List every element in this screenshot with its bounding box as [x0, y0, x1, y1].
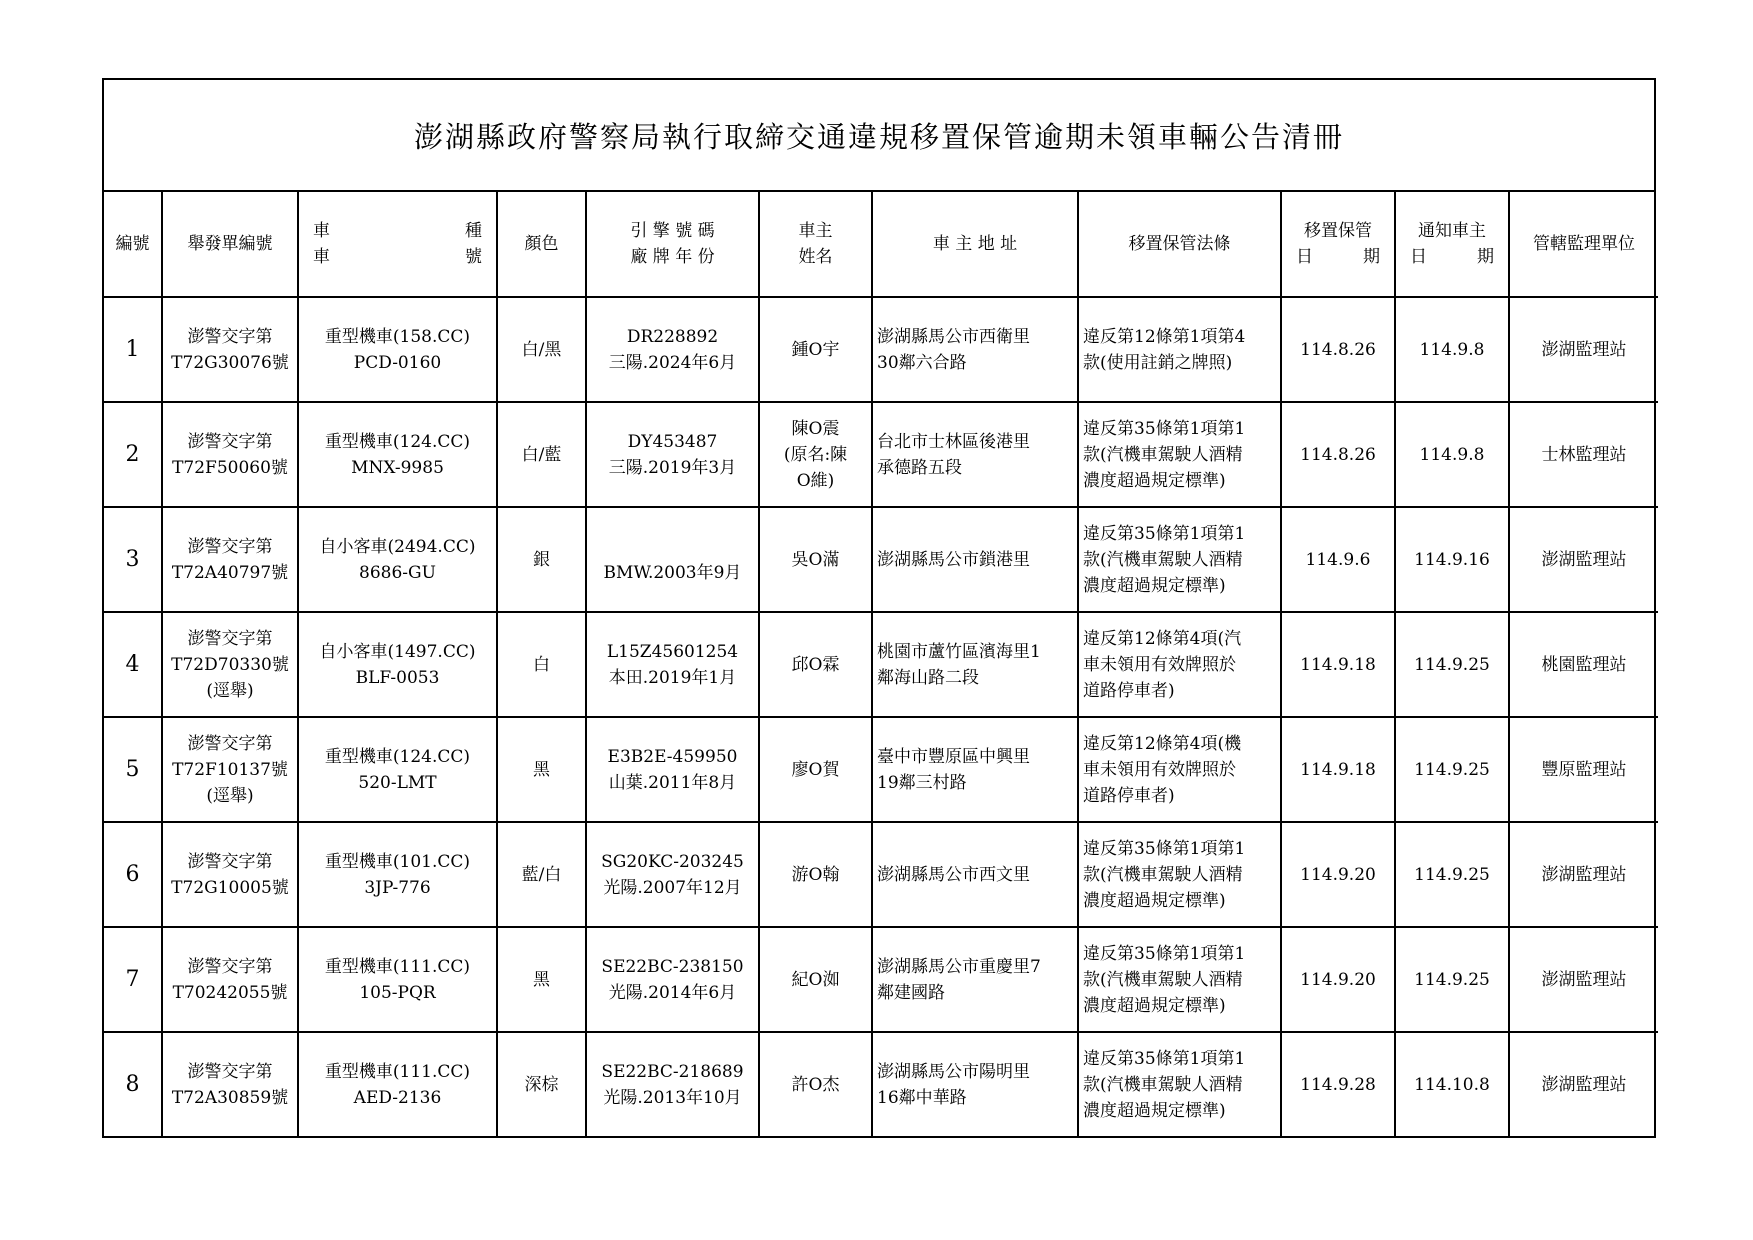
cell-address-line: 承德路五段 — [877, 457, 962, 478]
cell-vehicle-line: 自小客車(1497.CC) — [319, 641, 476, 662]
cell-vehicle — [298, 927, 497, 1032]
cell-owner-line: 廖O賀 — [791, 759, 840, 780]
cell-vehicle — [298, 1032, 497, 1137]
cell-owner-line: 紀O洳 — [791, 969, 840, 990]
cell-color: 白/黑 — [497, 297, 586, 402]
cell-law-line: 款(汽機車駕駛人酒精 — [1083, 864, 1243, 885]
header-plate-a: 車 — [313, 247, 330, 267]
cell-no: 8 — [104, 1032, 162, 1137]
table-row — [104, 612, 1658, 717]
header-brand: 廠 牌 年 份 — [630, 247, 715, 267]
header-vehicle — [298, 192, 497, 297]
cell-office: 澎湖監理站 — [1509, 927, 1658, 1032]
cell-engine-brand-line: L15Z45601254 — [606, 641, 739, 662]
header-notify-a: 日 — [1410, 247, 1427, 267]
cell-vehicle-line: 重型機車(124.CC) — [324, 746, 471, 767]
table-row — [104, 927, 1658, 1032]
cell-law-line: 濃度超過規定標準) — [1083, 1101, 1226, 1121]
cell-office: 澎湖監理站 — [1509, 1032, 1658, 1137]
cell-engine-brand-line: SG20KC-203245 — [601, 851, 744, 872]
cell-ticket-line: (逕舉) — [206, 785, 254, 806]
cell-law-line: 款(汽機車駕駛人酒精 — [1083, 969, 1243, 990]
cell-vehicle-line: 3JP-776 — [364, 877, 431, 898]
cell-tow-date: 114.8.26 — [1281, 402, 1395, 507]
cell-vehicle-line: PCD-0160 — [353, 352, 442, 373]
table-body — [104, 297, 1658, 1137]
cell-owner — [759, 927, 872, 1032]
cell-tow-date: 114.9.20 — [1281, 927, 1395, 1032]
cell-owner-line: (原名:陳 — [783, 444, 848, 465]
cell-vehicle — [298, 822, 497, 927]
header-law: 移置保管法條 — [1078, 192, 1281, 297]
cell-color: 藍/白 — [497, 822, 586, 927]
header-plate-b: 號 — [465, 247, 482, 267]
table-row — [104, 1032, 1658, 1137]
cell-law — [1078, 717, 1281, 822]
cell-vehicle-line: 重型機車(111.CC) — [324, 956, 471, 977]
cell-engine-brand-line: E3B2E-459950 — [607, 746, 738, 767]
cell-no: 1 — [104, 297, 162, 402]
cell-law-line: 道路停車者) — [1083, 680, 1175, 701]
cell-ticket — [162, 612, 298, 717]
cell-color: 白 — [497, 612, 586, 717]
cell-vehicle-line: 自小客車(2494.CC) — [319, 536, 476, 557]
cell-engine-brand-line: SE22BC-218689 — [601, 1062, 744, 1082]
cell-law-line: 違反第12條第4項(汽 — [1083, 628, 1242, 649]
cell-engine-brand-line: DY453487 — [627, 431, 718, 452]
table-row — [104, 507, 1658, 612]
cell-color: 黑 — [497, 927, 586, 1032]
cell-ticket — [162, 717, 298, 822]
cell-address-line: 澎湖縣馬公市西文里 — [877, 864, 1030, 885]
cell-ticket — [162, 507, 298, 612]
cell-office: 澎湖監理站 — [1509, 297, 1658, 402]
cell-engine-brand-line: 光陽.2007年12月 — [603, 877, 742, 898]
cell-ticket-line: T72A30859號 — [171, 1088, 289, 1108]
cell-engine-brand — [586, 402, 759, 507]
document-title: 澎湖縣政府警察局執行取締交通違規移置保管逾期未領車輛公告清冊 — [104, 80, 1654, 192]
cell-ticket-line: T72F10137號 — [172, 759, 288, 780]
cell-ticket-line: T72G30076號 — [171, 352, 289, 373]
cell-law — [1078, 402, 1281, 507]
cell-notify-date: 114.9.25 — [1395, 717, 1509, 822]
cell-owner — [759, 1032, 872, 1137]
cell-ticket-line: 澎警交字第 — [187, 851, 273, 872]
cell-address-line: 澎湖縣馬公市重慶里7 — [877, 956, 1041, 977]
cell-engine-brand-line: BMW.2003年9月 — [603, 562, 742, 583]
cell-engine-brand — [586, 612, 759, 717]
cell-vehicle-line: 8686-GU — [359, 562, 436, 583]
cell-law-line: 違反第35條第1項第1 — [1083, 838, 1246, 859]
announcement-sheet — [102, 78, 1656, 1138]
cell-engine-brand-line: 山葉.2011年8月 — [608, 772, 737, 793]
cell-notify-date: 114.9.25 — [1395, 927, 1509, 1032]
cell-vehicle-line: 重型機車(101.CC) — [324, 851, 471, 872]
cell-vehicle-line: BLF-0053 — [355, 667, 440, 688]
cell-address — [872, 402, 1078, 507]
cell-ticket-line: T72D70330號 — [171, 654, 289, 675]
cell-owner-line: O維) — [796, 470, 835, 491]
cell-no: 7 — [104, 927, 162, 1032]
cell-tow-date: 114.9.6 — [1281, 507, 1395, 612]
cell-owner — [759, 507, 872, 612]
cell-engine-brand — [586, 822, 759, 927]
cell-law-line: 濃度超過規定標準) — [1083, 890, 1226, 911]
cell-law-line: 道路停車者) — [1083, 785, 1175, 806]
cell-ticket — [162, 297, 298, 402]
cell-engine-brand — [586, 927, 759, 1032]
header-address: 車 主 地 址 — [872, 192, 1078, 297]
cell-ticket-line: 澎警交字第 — [187, 536, 273, 557]
cell-color: 白/藍 — [497, 402, 586, 507]
cell-engine-brand-line: 光陽.2013年10月 — [603, 1088, 742, 1108]
header-owner-line1: 車主 — [798, 221, 833, 241]
header-type-b: 種 — [465, 221, 482, 241]
header-color: 顏色 — [497, 192, 586, 297]
cell-address-line: 16鄰中華路 — [877, 1088, 967, 1108]
cell-tow-date: 114.9.20 — [1281, 822, 1395, 927]
cell-ticket-line: T72G10005號 — [171, 877, 289, 898]
table-row — [104, 297, 1658, 402]
cell-law-line: 款(汽機車駕駛人酒精 — [1083, 549, 1243, 570]
header-ticket: 舉發單編號 — [162, 192, 298, 297]
cell-address-line: 澎湖縣馬公市陽明里 — [877, 1062, 1030, 1082]
cell-address-line: 澎湖縣馬公市西衛里 — [877, 326, 1030, 347]
cell-ticket-line: 澎警交字第 — [187, 1062, 273, 1082]
cell-law-line: 車未領用有效牌照於 — [1083, 759, 1236, 780]
cell-law — [1078, 612, 1281, 717]
cell-law — [1078, 927, 1281, 1032]
cell-owner — [759, 717, 872, 822]
cell-notify-date: 114.9.25 — [1395, 612, 1509, 717]
cell-law-line: 違反第35條第1項第1 — [1083, 418, 1246, 439]
header-tow-date — [1281, 192, 1395, 297]
cell-engine-brand-line: 三陽.2019年3月 — [608, 457, 737, 478]
cell-vehicle-line: AED-2136 — [353, 1088, 442, 1108]
header-notify-line1: 通知車主 — [1418, 221, 1486, 241]
cell-office: 士林監理站 — [1509, 402, 1658, 507]
cell-vehicle — [298, 507, 497, 612]
cell-ticket-line: 澎警交字第 — [187, 326, 273, 347]
header-tow-line1: 移置保管 — [1304, 221, 1372, 241]
cell-law-line: 違反第35條第1項第1 — [1083, 523, 1246, 544]
cell-law — [1078, 297, 1281, 402]
cell-engine-brand-line: SE22BC-238150 — [601, 956, 744, 977]
cell-no: 3 — [104, 507, 162, 612]
cell-tow-date: 114.9.28 — [1281, 1032, 1395, 1137]
cell-no: 5 — [104, 717, 162, 822]
cell-law-line: 濃度超過規定標準) — [1083, 995, 1226, 1016]
cell-address-line: 臺中市豐原區中興里 — [877, 746, 1030, 767]
cell-ticket — [162, 927, 298, 1032]
cell-address-line: 鄰海山路二段 — [877, 667, 979, 688]
cell-notify-date: 114.10.8 — [1395, 1032, 1509, 1137]
cell-tow-date: 114.8.26 — [1281, 297, 1395, 402]
cell-address — [872, 822, 1078, 927]
cell-law-line: 濃度超過規定標準) — [1083, 470, 1226, 491]
cell-address — [872, 1032, 1078, 1137]
header-owner-line2: 姓名 — [798, 247, 833, 267]
cell-law-line: 款(汽機車駕駛人酒精 — [1083, 444, 1243, 465]
cell-ticket — [162, 1032, 298, 1137]
cell-no: 4 — [104, 612, 162, 717]
cell-engine-brand — [586, 717, 759, 822]
cell-law-line: 車未領用有效牌照於 — [1083, 654, 1236, 675]
cell-ticket-line: 澎警交字第 — [187, 431, 273, 452]
cell-law-line: 違反第12條第1項第4 — [1083, 326, 1246, 347]
cell-address-line: 30鄰六合路 — [877, 352, 967, 373]
cell-law-line: 款(使用註銷之牌照) — [1083, 352, 1233, 373]
cell-address-line: 台北市士林區後港里 — [877, 431, 1030, 452]
cell-engine-brand — [586, 507, 759, 612]
cell-engine-brand — [586, 1032, 759, 1137]
cell-vehicle-line: 520-LMT — [358, 772, 437, 793]
header-notify-date — [1395, 192, 1509, 297]
cell-office: 澎湖監理站 — [1509, 822, 1658, 927]
cell-law — [1078, 1032, 1281, 1137]
cell-address — [872, 507, 1078, 612]
cell-law-line: 濃度超過規定標準) — [1083, 575, 1226, 596]
cell-notify-date: 114.9.8 — [1395, 402, 1509, 507]
cell-engine-brand — [586, 297, 759, 402]
cell-address-line: 19鄰三村路 — [877, 772, 967, 793]
cell-engine-brand-line: 三陽.2024年6月 — [608, 352, 737, 373]
header-tow-a: 日 — [1296, 247, 1313, 267]
cell-vehicle-line: MNX-9985 — [351, 457, 444, 478]
cell-owner-line: 邱O霖 — [791, 654, 840, 675]
cell-office: 澎湖監理站 — [1509, 507, 1658, 612]
header-tow-b: 期 — [1363, 247, 1380, 267]
cell-no: 6 — [104, 822, 162, 927]
table-row — [104, 822, 1658, 927]
header-no: 編號 — [104, 192, 162, 297]
table-row — [104, 402, 1658, 507]
cell-address — [872, 927, 1078, 1032]
cell-address-line: 澎湖縣馬公市鎖港里 — [877, 549, 1030, 570]
cell-address — [872, 297, 1078, 402]
cell-color: 銀 — [497, 507, 586, 612]
cell-owner — [759, 822, 872, 927]
cell-owner — [759, 297, 872, 402]
cell-vehicle-line: 重型機車(158.CC) — [324, 326, 471, 347]
header-notify-b: 期 — [1477, 247, 1494, 267]
cell-ticket — [162, 402, 298, 507]
cell-ticket-line: T72F50060號 — [172, 457, 288, 478]
table-row — [104, 717, 1658, 822]
header-engine: 引 擎 號 碼 — [630, 221, 715, 241]
cell-owner-line: 陳O震 — [791, 418, 840, 439]
vehicle-table — [104, 192, 1658, 1137]
cell-office: 桃園監理站 — [1509, 612, 1658, 717]
cell-law-line: 違反第35條第1項第1 — [1083, 943, 1246, 964]
cell-color: 深棕 — [497, 1032, 586, 1137]
cell-notify-date: 114.9.16 — [1395, 507, 1509, 612]
cell-ticket-line: (逕舉) — [206, 680, 254, 701]
cell-engine-brand-line: 本田.2019年1月 — [608, 667, 737, 688]
cell-owner-line: 鍾O宇 — [791, 339, 840, 360]
cell-owner-line: 許O杰 — [791, 1075, 840, 1095]
cell-vehicle — [298, 717, 497, 822]
cell-ticket-line: 澎警交字第 — [187, 956, 273, 977]
cell-ticket-line: 澎警交字第 — [187, 628, 273, 649]
cell-address — [872, 612, 1078, 717]
cell-ticket-line: T70242055號 — [172, 982, 288, 1003]
cell-vehicle — [298, 612, 497, 717]
cell-law-line: 款(汽機車駕駛人酒精 — [1083, 1075, 1243, 1095]
cell-engine-brand-line: 光陽.2014年6月 — [608, 982, 737, 1003]
cell-law — [1078, 507, 1281, 612]
cell-tow-date: 114.9.18 — [1281, 717, 1395, 822]
cell-owner-line: 吳O滿 — [791, 549, 840, 570]
cell-notify-date: 114.9.25 — [1395, 822, 1509, 927]
header-owner — [759, 192, 872, 297]
cell-vehicle — [298, 297, 497, 402]
cell-owner — [759, 402, 872, 507]
cell-notify-date: 114.9.8 — [1395, 297, 1509, 402]
cell-color: 黑 — [497, 717, 586, 822]
cell-ticket-line: 澎警交字第 — [187, 733, 273, 754]
cell-vehicle-line: 105-PQR — [359, 982, 436, 1003]
cell-tow-date: 114.9.18 — [1281, 612, 1395, 717]
cell-law — [1078, 822, 1281, 927]
cell-owner — [759, 612, 872, 717]
cell-no: 2 — [104, 402, 162, 507]
cell-engine-brand-line: DR228892 — [626, 326, 719, 347]
cell-owner-line: 游O翰 — [791, 864, 840, 885]
cell-address — [872, 717, 1078, 822]
header-engine-brand — [586, 192, 759, 297]
cell-address-line: 鄰建國路 — [877, 982, 945, 1003]
cell-law-line: 違反第35條第1項第1 — [1083, 1049, 1246, 1069]
header-type-a: 車 — [313, 221, 330, 241]
cell-law-line: 違反第12條第4項(機 — [1083, 733, 1242, 754]
cell-vehicle — [298, 402, 497, 507]
cell-ticket — [162, 822, 298, 927]
cell-vehicle-line: 重型機車(124.CC) — [324, 431, 471, 452]
cell-ticket-line: T72A40797號 — [171, 562, 289, 583]
header-office: 管轄監理單位 — [1509, 192, 1658, 297]
cell-address-line: 桃園市蘆竹區濱海里1 — [877, 641, 1041, 662]
cell-vehicle-line: 重型機車(111.CC) — [324, 1062, 471, 1082]
header-row — [104, 192, 1658, 297]
cell-office: 豐原監理站 — [1509, 717, 1658, 822]
